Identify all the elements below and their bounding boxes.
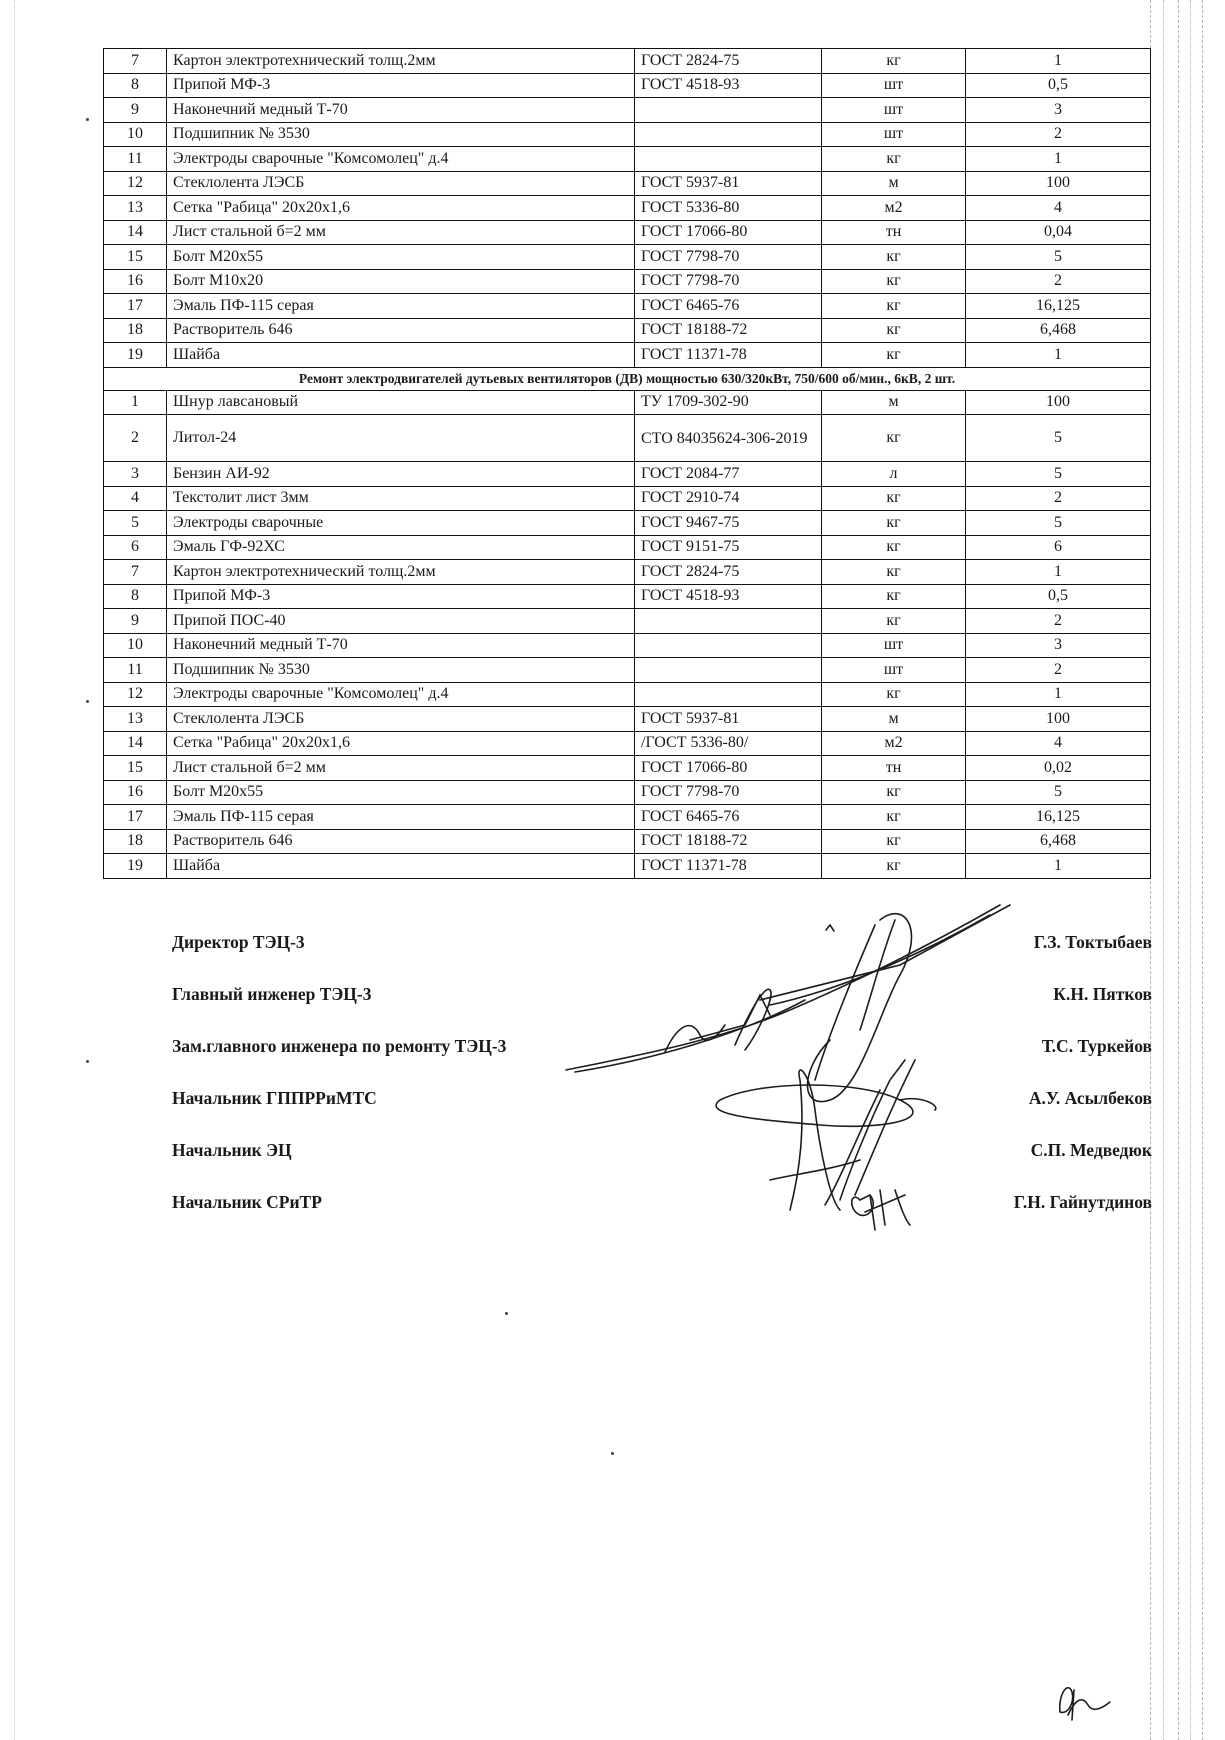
row-number: 1 [104, 390, 167, 415]
row-number: 8 [104, 584, 167, 609]
material-standard: ГОСТ 2084-77 [635, 462, 822, 487]
material-standard: ГОСТ 4518-93 [635, 584, 822, 609]
material-standard: ГОСТ 2824-75 [635, 560, 822, 585]
signatory-title: Главный инженер ТЭЦ-3 [172, 984, 372, 1004]
material-standard: /ГОСТ 5336-80/ [635, 731, 822, 756]
signatory-name: Г.З. Токтыбаев [1033, 932, 1152, 952]
material-standard: ГОСТ 7798-70 [635, 245, 822, 270]
material-name: Болт М20х55 [167, 780, 635, 805]
signatory-name: Т.С. Туркейов [1041, 1036, 1152, 1056]
material-standard: ГОСТ 9467-75 [635, 511, 822, 536]
material-name: Лист стальной б=2 мм [167, 220, 635, 245]
unit-of-measure: кг [822, 780, 966, 805]
table-row [104, 245, 1151, 270]
unit-of-measure: кг [822, 318, 966, 343]
row-number: 11 [104, 147, 167, 172]
unit-of-measure: кг [822, 269, 966, 294]
scan-edge-line [1163, 0, 1164, 1740]
unit-of-measure: кг [822, 584, 966, 609]
unit-of-measure: шт [822, 98, 966, 123]
section-title: Ремонт электродвигателей дутьевых вентиляторов (ДВ) мощностью 630/320кВт, 750/600 об/мин., 6кВ, 2 шт. [104, 367, 1151, 390]
scan-speck [86, 700, 89, 703]
scan-edge-line-left [14, 0, 15, 1740]
quantity: 16,125 [966, 294, 1151, 319]
signatory-title: Зам.главного инженера по ремонту ТЭЦ-3 [172, 1036, 507, 1056]
quantity: 6,468 [966, 318, 1151, 343]
row-number: 7 [104, 49, 167, 74]
material-name: Шайба [167, 854, 635, 879]
material-name: Электроды сварочные "Комсомолец" д.4 [167, 147, 635, 172]
signatory-title: Директор ТЭЦ-3 [172, 932, 305, 952]
material-standard [635, 122, 822, 147]
material-standard: ГОСТ 11371-78 [635, 854, 822, 879]
material-name: Припой ПОС-40 [167, 609, 635, 634]
row-number: 6 [104, 535, 167, 560]
unit-of-measure: кг [822, 147, 966, 172]
table-row [104, 854, 1151, 879]
unit-of-measure: кг [822, 682, 966, 707]
row-number: 7 [104, 560, 167, 585]
material-standard: ГОСТ 2910-74 [635, 486, 822, 511]
table-row [104, 269, 1151, 294]
quantity: 1 [966, 560, 1151, 585]
material-name: Сетка "Рабица" 20х20х1,6 [167, 196, 635, 221]
material-name: Припой МФ-3 [167, 73, 635, 98]
material-name: Текстолит лист 3мм [167, 486, 635, 511]
row-number: 16 [104, 269, 167, 294]
material-name: Припой МФ-3 [167, 584, 635, 609]
row-number: 2 [104, 415, 167, 462]
table-row [104, 49, 1151, 74]
material-standard: ГОСТ 7798-70 [635, 269, 822, 294]
signatory-name: А.У. Асылбеков [1028, 1088, 1152, 1108]
row-number: 14 [104, 731, 167, 756]
unit-of-measure: кг [822, 535, 966, 560]
unit-of-measure: м [822, 171, 966, 196]
signatory-row [172, 1088, 1152, 1114]
material-name: Подшипник № 3530 [167, 658, 635, 683]
quantity: 2 [966, 609, 1151, 634]
row-number: 4 [104, 486, 167, 511]
material-name: Электроды сварочные [167, 511, 635, 536]
quantity: 5 [966, 780, 1151, 805]
signatory-title: Начальник СРиТР [172, 1192, 322, 1212]
quantity: 3 [966, 633, 1151, 658]
quantity: 5 [966, 462, 1151, 487]
table-row [104, 73, 1151, 98]
material-name: Наконечний медный Т-70 [167, 98, 635, 123]
table-row [104, 486, 1151, 511]
signatory-row [172, 932, 1152, 958]
unit-of-measure: тн [822, 220, 966, 245]
quantity: 6 [966, 535, 1151, 560]
row-number: 17 [104, 805, 167, 830]
table-row [104, 511, 1151, 536]
quantity: 0,02 [966, 756, 1151, 781]
material-standard: ГОСТ 18188-72 [635, 829, 822, 854]
table-row [104, 196, 1151, 221]
table-row [104, 658, 1151, 683]
quantity: 16,125 [966, 805, 1151, 830]
quantity: 3 [966, 98, 1151, 123]
unit-of-measure: кг [822, 829, 966, 854]
material-name: Растворитель 646 [167, 318, 635, 343]
signatory-row [172, 1036, 1152, 1062]
unit-of-measure: кг [822, 486, 966, 511]
unit-of-measure: кг [822, 343, 966, 368]
table-row [104, 707, 1151, 732]
quantity: 100 [966, 707, 1151, 732]
quantity: 0,5 [966, 584, 1151, 609]
table-row [104, 462, 1151, 487]
table-row [104, 560, 1151, 585]
row-number: 3 [104, 462, 167, 487]
material-standard [635, 98, 822, 123]
signatory-name: К.Н. Пятков [1053, 984, 1152, 1004]
quantity: 4 [966, 196, 1151, 221]
scan-edge-line [1202, 0, 1203, 1740]
row-number: 8 [104, 73, 167, 98]
material-name: Эмаль ГФ-92ХС [167, 535, 635, 560]
table-row [104, 731, 1151, 756]
row-number: 12 [104, 171, 167, 196]
material-standard [635, 633, 822, 658]
table-row [104, 756, 1151, 781]
signatory-row [172, 1192, 1152, 1218]
material-name: Электроды сварочные "Комсомолец" д.4 [167, 682, 635, 707]
row-number: 15 [104, 756, 167, 781]
table-row [104, 633, 1151, 658]
material-standard: ГОСТ 5937-81 [635, 707, 822, 732]
quantity: 2 [966, 269, 1151, 294]
unit-of-measure: м2 [822, 731, 966, 756]
quantity: 6,468 [966, 829, 1151, 854]
row-number: 10 [104, 122, 167, 147]
materials-table [103, 48, 1151, 879]
material-standard [635, 658, 822, 683]
material-standard: ГОСТ 17066-80 [635, 220, 822, 245]
material-name: Растворитель 646 [167, 829, 635, 854]
row-number: 13 [104, 707, 167, 732]
quantity: 100 [966, 390, 1151, 415]
table-row [104, 829, 1151, 854]
table-row [104, 98, 1151, 123]
material-name: Болт М10х20 [167, 269, 635, 294]
material-name: Стеклолента ЛЭСБ [167, 707, 635, 732]
scan-speck [611, 1452, 614, 1455]
table-row [104, 122, 1151, 147]
table-row [104, 390, 1151, 415]
unit-of-measure: кг [822, 854, 966, 879]
material-standard [635, 682, 822, 707]
quantity: 5 [966, 511, 1151, 536]
material-standard [635, 147, 822, 172]
table-row [104, 147, 1151, 172]
unit-of-measure: кг [822, 560, 966, 585]
material-standard: ГОСТ 6465-76 [635, 294, 822, 319]
unit-of-measure: кг [822, 294, 966, 319]
material-standard: ГОСТ 2824-75 [635, 49, 822, 74]
signatory-name: С.П. Медведюк [1030, 1140, 1152, 1160]
unit-of-measure: кг [822, 609, 966, 634]
row-number: 18 [104, 829, 167, 854]
material-standard: ГОСТ 18188-72 [635, 318, 822, 343]
material-name: Картон электротехнический толщ.2мм [167, 49, 635, 74]
table-row [104, 584, 1151, 609]
material-name: Эмаль ПФ-115 серая [167, 294, 635, 319]
quantity: 1 [966, 682, 1151, 707]
material-name: Литол-24 [167, 415, 635, 462]
materials-section-header-group [104, 367, 1151, 390]
material-name: Картон электротехнический толщ.2мм [167, 560, 635, 585]
material-name: Наконечний медный Т-70 [167, 633, 635, 658]
material-standard: ГОСТ 4518-93 [635, 73, 822, 98]
unit-of-measure: кг [822, 805, 966, 830]
signatory-row [172, 984, 1152, 1010]
material-name: Подшипник № 3530 [167, 122, 635, 147]
row-number: 19 [104, 343, 167, 368]
table-row [104, 220, 1151, 245]
table-row [104, 609, 1151, 634]
table-row [104, 682, 1151, 707]
material-name: Эмаль ПФ-115 серая [167, 805, 635, 830]
materials-table-top-rows [104, 49, 1151, 368]
scan-speck [86, 118, 89, 121]
unit-of-measure: кг [822, 245, 966, 270]
quantity: 5 [966, 245, 1151, 270]
quantity: 1 [966, 147, 1151, 172]
signatory-name: Г.Н. Гайнутдинов [1013, 1192, 1152, 1212]
row-number: 12 [104, 682, 167, 707]
scan-edge-line [1190, 0, 1191, 1740]
row-number: 5 [104, 511, 167, 536]
section-header-row [104, 367, 1151, 390]
unit-of-measure: шт [822, 633, 966, 658]
material-name: Бензин АИ-92 [167, 462, 635, 487]
material-standard: ГОСТ 17066-80 [635, 756, 822, 781]
material-standard: ТУ 1709-302-90 [635, 390, 822, 415]
scan-speck [86, 1060, 89, 1063]
table-row [104, 415, 1151, 462]
unit-of-measure: м [822, 390, 966, 415]
material-standard: ГОСТ 5937-81 [635, 171, 822, 196]
material-standard [635, 609, 822, 634]
signatory-title: Начальник ГППРРиМТС [172, 1088, 377, 1108]
quantity: 4 [966, 731, 1151, 756]
scan-edge-line [1178, 0, 1179, 1740]
table-row [104, 171, 1151, 196]
row-number: 9 [104, 98, 167, 123]
signatory-row [172, 1140, 1152, 1166]
unit-of-measure: м [822, 707, 966, 732]
unit-of-measure: л [822, 462, 966, 487]
quantity: 2 [966, 486, 1151, 511]
material-name: Лист стальной б=2 мм [167, 756, 635, 781]
material-name: Шайба [167, 343, 635, 368]
table-row [104, 805, 1151, 830]
row-number: 11 [104, 658, 167, 683]
quantity: 1 [966, 854, 1151, 879]
signatory-title: Начальник ЭЦ [172, 1140, 292, 1160]
row-number: 16 [104, 780, 167, 805]
unit-of-measure: шт [822, 73, 966, 98]
quantity: 2 [966, 122, 1151, 147]
row-number: 18 [104, 318, 167, 343]
table-row [104, 780, 1151, 805]
material-standard: ГОСТ 6465-76 [635, 805, 822, 830]
quantity: 1 [966, 343, 1151, 368]
table-row [104, 343, 1151, 368]
row-number: 17 [104, 294, 167, 319]
row-number: 19 [104, 854, 167, 879]
unit-of-measure: м2 [822, 196, 966, 221]
table-row [104, 318, 1151, 343]
quantity: 2 [966, 658, 1151, 683]
material-name: Шнур лавсановый [167, 390, 635, 415]
row-number: 9 [104, 609, 167, 634]
unit-of-measure: тн [822, 756, 966, 781]
material-standard: ГОСТ 7798-70 [635, 780, 822, 805]
quantity: 5 [966, 415, 1151, 462]
material-name: Болт М20х55 [167, 245, 635, 270]
unit-of-measure: шт [822, 122, 966, 147]
table-row [104, 535, 1151, 560]
quantity: 0,5 [966, 73, 1151, 98]
material-standard: СТО 84035624-306-2019 [635, 415, 822, 462]
unit-of-measure: шт [822, 658, 966, 683]
material-standard: ГОСТ 11371-78 [635, 343, 822, 368]
unit-of-measure: кг [822, 511, 966, 536]
unit-of-measure: кг [822, 415, 966, 462]
row-number: 10 [104, 633, 167, 658]
quantity: 0,04 [966, 220, 1151, 245]
scan-speck [505, 1312, 508, 1315]
quantity: 100 [966, 171, 1151, 196]
row-number: 13 [104, 196, 167, 221]
material-name: Стеклолента ЛЭСБ [167, 171, 635, 196]
material-name: Сетка "Рабица" 20х20х1,6 [167, 731, 635, 756]
table-row [104, 294, 1151, 319]
quantity: 1 [966, 49, 1151, 74]
unit-of-measure: кг [822, 49, 966, 74]
material-standard: ГОСТ 5336-80 [635, 196, 822, 221]
row-number: 15 [104, 245, 167, 270]
material-standard: ГОСТ 9151-75 [635, 535, 822, 560]
row-number: 14 [104, 220, 167, 245]
materials-table-bottom-rows [104, 390, 1151, 878]
